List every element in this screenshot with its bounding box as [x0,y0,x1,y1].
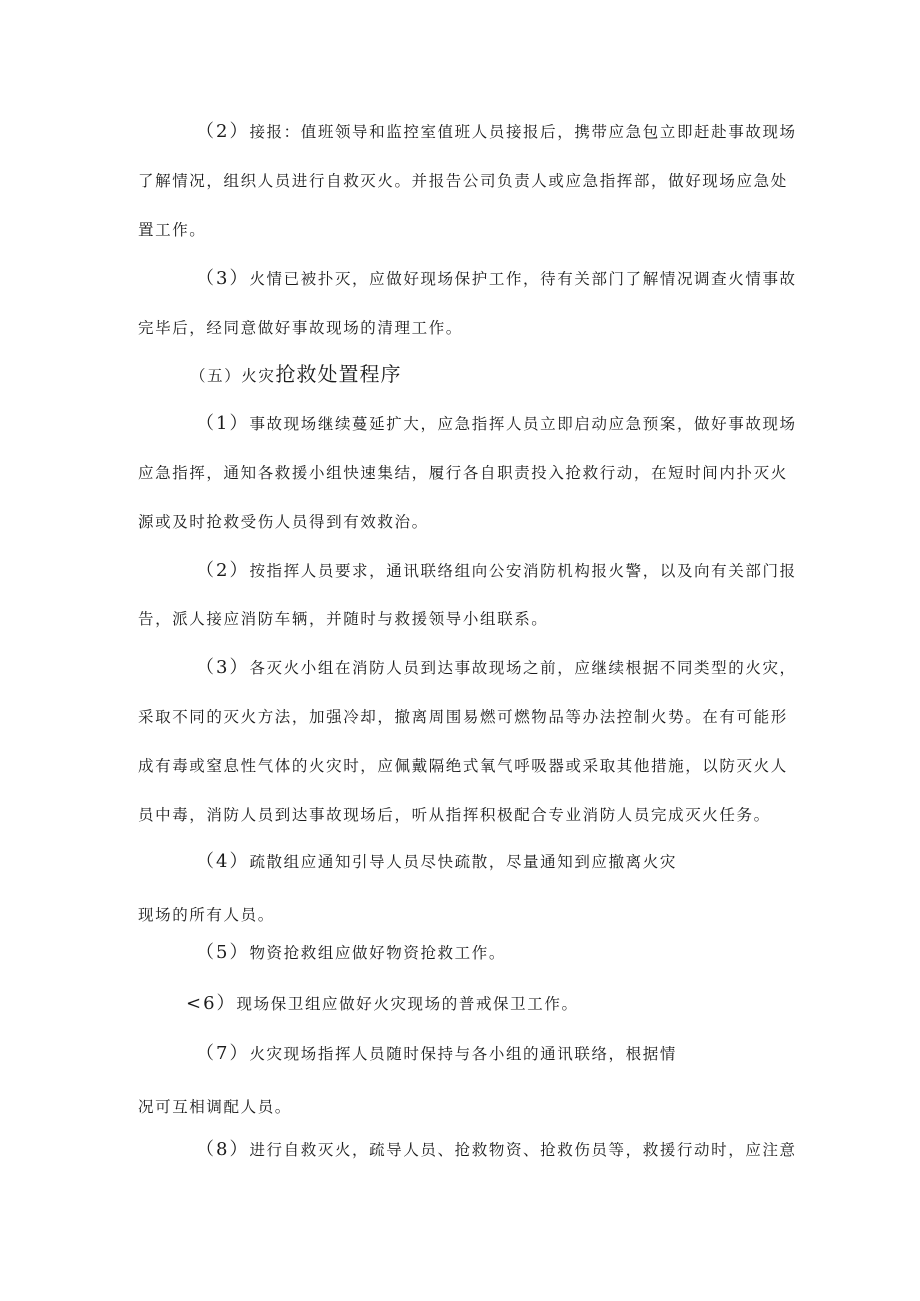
step-1-line-3: 源或及时抢救受伤人员得到有效救治。 [138,513,429,531]
paragraph-2-line-3: 置工作。 [138,221,207,239]
step-5-line-1 [196,943,506,963]
step-2-line-2: 告，派人接应消防车辆，并随时与救援领导小组联系。 [138,610,549,628]
paragraph-text: 火灾现场指挥人员随时保持与各小组的通讯联络，根据情 [249,1045,677,1063]
step-8-line-1 [196,1140,797,1160]
paragraph-2-line-1 [196,122,797,142]
step-1-line-2: 应急指挥，通知各救援小组快速集结，履行各自职责投入抢救行动，在短时间内扑灭火 [138,464,788,482]
paragraph-3-line-2: 完毕后，经同意做好事故现场的清理工作。 [138,319,463,337]
item-number: <6） [186,993,237,1014]
paragraph-text: 火情已被扑灭，应做好现场保护工作，待有关部门了解情况调查火情事故 [249,270,797,288]
item-number: （7） [196,1043,250,1064]
item-number: （5） [196,942,250,963]
paragraph-text: 接报：值班领导和监控室值班人员接报后，携带应急包立即赶赴事故现场 [249,123,797,141]
step-3-line-1 [196,658,797,678]
step-7-line-1 [196,1044,677,1064]
item-number: （8） [196,1139,250,1160]
paragraph-text: 疏散组应通知引导人员尽快疏散，尽量通知到应撤离火灾 [249,853,677,871]
item-number: （2） [196,560,250,581]
item-number: （3） [196,657,250,678]
step-3-line-2: 采取不同的灭火方法，加强冷却，撤离周围易燃可燃物品等办法控制火势。在有可能形 [138,708,788,726]
paragraph-text: 各灭火小组在消防人员到达事故现场之前，应继续根据不同类型的火灾， [249,659,797,677]
step-2-line-1 [196,561,797,581]
paragraph-text: 现场保卫组应做好火灾现场的普戒保卫工作。 [236,995,579,1013]
step-3-line-3: 成有毒或窒息性气体的火灾时，应佩戴隔绝式氧气呼吸器或采取其他措施，以防灭火人 [138,757,788,775]
item-number: （1） [196,413,250,434]
paragraph-text: 按指挥人员要求，通讯联络组向公安消防机构报火警，以及向有关部门报 [249,562,797,580]
section-heading-title: 抢救处置程序 [275,362,402,386]
section-heading-prefix: （五）火灾 [190,367,276,385]
section-heading [190,364,402,386]
paragraph-3-line-1 [196,269,797,289]
step-7-line-2: 况可互相调配人员。 [138,1098,292,1116]
paragraph-text: 事故现场继续蔓延扩大，应急指挥人员立即启动应急预案，做好事故现场 [249,415,797,433]
item-number: （4） [196,851,250,872]
paragraph-text: 进行自救灭火，疏导人员、抢救物资、抢救伤员等，救援行动时，应注意 [249,1141,797,1159]
item-number: （3） [196,268,250,289]
step-1-line-1 [196,414,797,434]
paragraph-2-line-2: 了解情况，组织人员进行自救灭火。并报告公司负责人或应急指挥部，做好现场应急处 [138,172,788,190]
item-number: （2） [196,121,250,142]
paragraph-text: 物资抢救组应做好物资抢救工作。 [249,944,506,962]
step-6-line-1 [186,994,579,1014]
step-4-line-2: 现场的所有人员。 [138,906,275,924]
step-4-line-1 [196,852,677,872]
step-3-line-4: 员中毒，消防人员到达事故现场后，听从指挥积极配合专业消防人员完成灭火任务。 [138,806,771,824]
